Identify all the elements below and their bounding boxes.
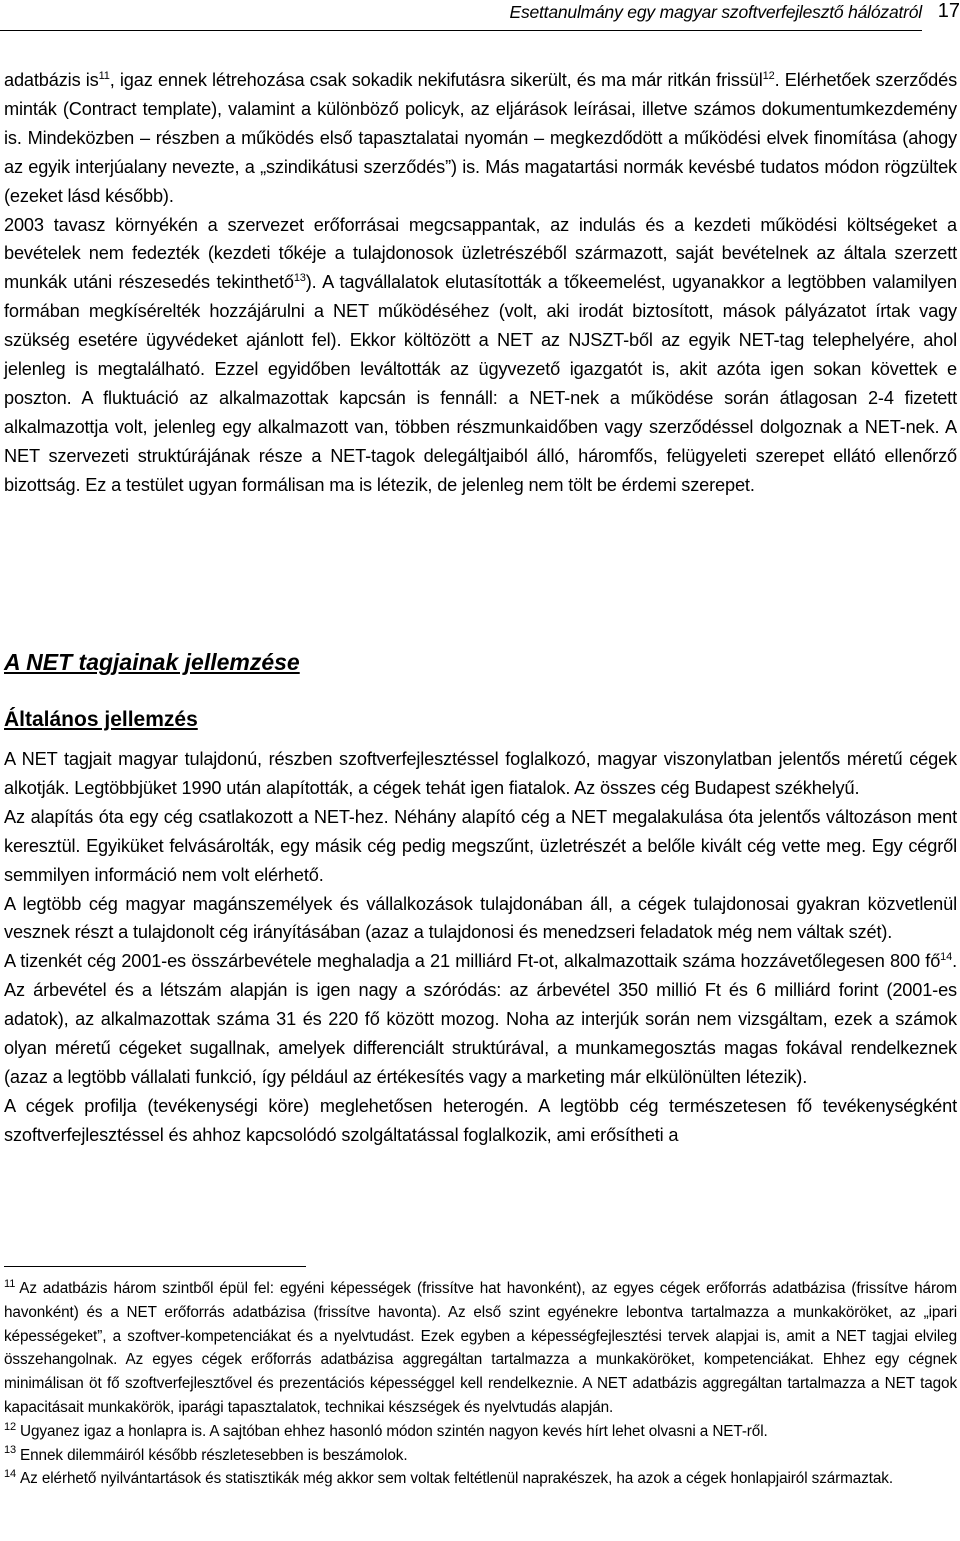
footnote-number: 13 [4,1444,17,1457]
footnote-separator [4,1266,306,1267]
paragraph: Az alapítás óta egy cég csatlakozott a NET-hez. Néhány alapító cég a NET megalakulása óta jelentős változáson ment keresztül. Egyiküket felvásárolták, egy másik cég pedig megszűnt, üzletrészét a belőle kivált cég vette meg. Egy cégről semmilyen információ nem volt elérhető. [4,806,957,885]
footnote [4,1444,957,1468]
footnote [4,1277,957,1420]
paragraph [4,947,957,1092]
paragraph [4,66,957,211]
text-run: adatbázis is [4,70,99,90]
paragraph [4,211,957,500]
running-title: Esettanulmány egy magyar szoftverfejlesztő hálózatról [509,2,922,22]
running-header [0,0,960,36]
footnote-ref[interactable]: 11 [98,69,110,82]
header-rule [0,30,922,31]
paragraph: A NET tagjait magyar tulajdonú, részben szoftverfejlesztéssel foglalkozó, magyar viszonylatban jelentős méretű cégek alkotják. Legtöbbjüket 1990 után alapították, a cégek tehát igen fiatalok. Az összes cég Budapest székhelyű. [4,749,957,798]
footnote [4,1467,957,1491]
footnote-ref[interactable]: 14 [940,951,953,964]
section-heading: A NET tagjainak jellemzése [4,649,300,675]
body-text-block-1 [4,66,957,500]
paragraph: A cégek profilja (tevékenységi köre) meglehetősen heterogén. A legtöbb cég természetesen fő tevékenységként szoftverfejlesztéssel és ahhoz kapcsolódó szolgáltatással foglalkozik, ami erősítheti a [4,1095,957,1145]
text-run: ). A tagvállalatok elutasították a tőkeemelést, ugyanakkor a legtöbben valamilyen formában megkísérelték hozzájárulni a NET működéséhez (volt, aki irodát biztosított, mások pályázatot írtak vagy szükség esetére ügyvédeket ajánlott fel). Ekkor költözött a NET az NJSZT-ből az egyik NET-tag telephelyére, ahol jelenleg is megtalálható. Ezzel egyidőben leváltották az ügyvezető igazgatót is, akit azóta igen sokan követtek e poszton. A fluktuáció az alkalmazottak kapcsán is fennáll: a NET-nek a működése során átlagosan 2-4 fizetett alkalmazottja volt, jelenleg egy alkalmazott van, többen részmunkaidőben vagy szerződéssel dolgoznak a NET-nek. A NET szervezeti struktúrájának része a NET-tagok delegáltjaiból álló, háromfős, felügyeleti szerepet ellátó ellenőrző bizottság. Ez a testület ugyan formálisan ma is létezik, de jelenleg nem tölt be érdemi szerepet. [4,272,957,495]
footnote-text: Az adatbázis három szintből épül fel: egyéni képességek (frissítve hat havonként), az egyes cégek erőforrás adatbázisa (frissítve három havonként) és a NET erőforrás adatbázisa (frissítve havonta). Az első szint egyénekre lebontva tartalmazza a munkaköröket, az „ipari képességeket”, a szoftver-kompetenciákat és a nyelvtudást. Ezek egyben a képességfejlesztési tervek alapjai is, amit a NET tagjai elvileg összehangolnak. Az egyes cégek erőforrás adatbázisa aggregáltan tartalmazza a munkaköröket, kompetenciákat. Ehhez egy cégnek minimálisan öt fő szoftverfejlesztővel és prezentációs képességgel kell rendelkeznie. A NET adatbázis aggregáltan tartalmazza a NET tagok kapacitásait munkakörök, iparági tapasztalatok, technikai készségek és nyelvtudás alapján. [4,1280,957,1416]
footnote-number: 12 [4,1420,17,1433]
text-run: 2003 tavasz környékén a szervezet erőforrásai megcsappantak, az indulás és a kezdeti működési költségeket a bevételek nem fedezték (kezdeti tőkéje a tulajdonosok üzletrészéből származott, saját bevételnek az általa szerzett munkák utáni részesedés tekinthető [4,214,957,293]
text-run: . Az árbevétel és a létszám alapján is igen nagy a szóródás: az árbevétel 350 millió Ft és 6 milliárd forint (2001-es adatok), az alkalmazottak száma 31 és 220 fő között mozog. Noha az interjúk során nem vizsgáltam, ezek a számok olyan méretű cégeket sugallnak, amelyek differenciált struktúrával, a munkamegosztás magas fokával rendelkeznek (azaz a legtöbb vállalati funkció, így például az értékesítés vagy a marketing már elkülönülten létezik). [4,951,957,1087]
body-text-block-2 [4,745,957,1150]
text-run: , igaz ennek létrehozása csak sokadik nekifutásra sikerült, és ma már ritkán frissül [109,70,763,90]
paragraph: A legtöbb cég magyar magánszemélyek és vállalkozások tulajdonában áll, a cégek tulajdonosai gyakran közvetlenül vesznek részt a tulajdonolt cég irányításában (azaz a tulajdonosi és menedzseri feladatok még nem váltak szét). [4,893,957,943]
footnote-text: Az elérhető nyilvántartások és statisztikák még akkor sem voltak feltétlenül naprakészek, ha azok a cégek honlapjairól származtak. [20,1470,893,1488]
page-number: 17 [937,0,960,22]
text-run: A tizenkét cég 2001-es összárbevétele meghaladja a 21 milliárd Ft-ot, alkalmazottaik száma hozzávetőlegesen 800 fő [4,951,941,972]
footnote-text: Ugyanez igaz a honlapra is. A sajtóban ehhez hasonló módon szintén nagyon kevés hírt lehet olvasni a NET-ről. [20,1422,768,1440]
footnote [4,1420,957,1444]
footnote-number: 14 [4,1468,17,1481]
footnote-number: 11 [4,1277,16,1290]
footnote-ref[interactable]: 13 [293,272,306,285]
footnotes [4,1277,957,1491]
text-run: . Elérhetőek szerződés minták (Contract template), valamint a különböző policyk, az eljárások leírásai, illetve számos dokumentumkezdemény is. Mindeközben – részben a működés első tapasztalatai nyomán – megkezdődött a működési elvek finomítása (ahogy az egyik interjúalany nevezte, a „szindikátusi szerződés”) is. Más magatartási normák kevésbé tudatos módon rögzültek (ezeket lásd később). [4,70,958,206]
footnote-ref[interactable]: 12 [762,69,775,82]
footnote-text: Ennek dilemmáiról később részletesebben is beszámolok. [20,1446,408,1464]
subsection-heading: Általános jellemzés [4,708,198,731]
